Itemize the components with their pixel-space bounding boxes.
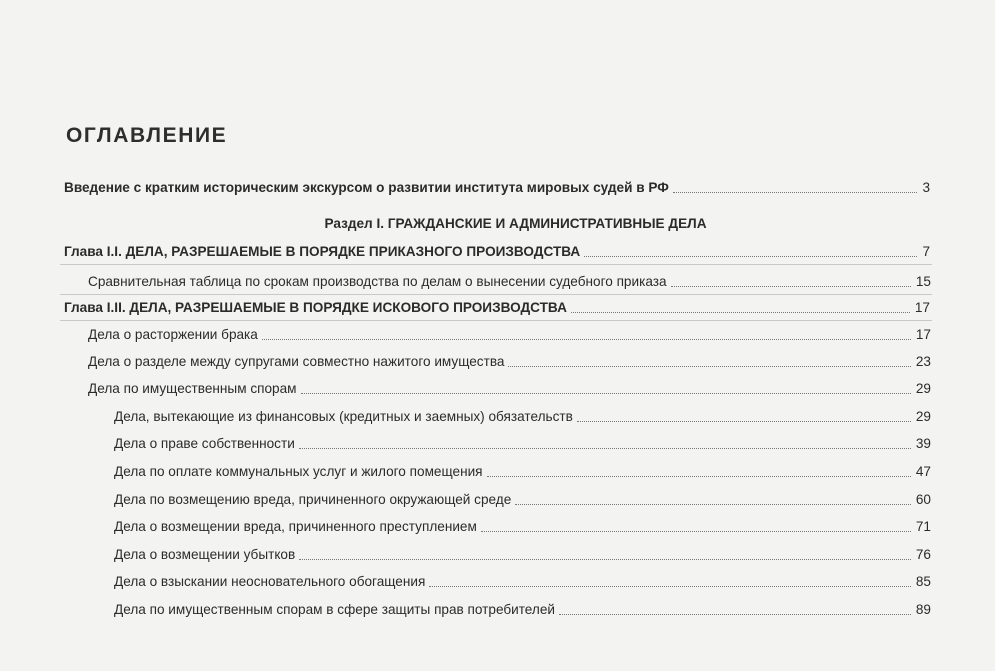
dot-leader: [299, 559, 911, 560]
dot-leader: [559, 614, 911, 615]
toc-entry-intro[interactable]: [64, 176, 930, 196]
toc-entry-page: 17: [914, 300, 930, 315]
row-divider: [60, 264, 932, 265]
toc-entry-title: Дела по имущественным спорам: [88, 381, 297, 396]
toc-entry-chapter[interactable]: [64, 296, 930, 316]
toc-entry-title: Введение с кратким историческим экскурсом о развитии института мировых судей в РФ: [64, 180, 669, 195]
dot-leader: [508, 366, 910, 367]
toc-entry[interactable]: [114, 432, 931, 452]
toc-entry[interactable]: [114, 488, 931, 508]
toc-entry-page: 29: [915, 409, 931, 424]
dot-leader: [515, 504, 911, 505]
toc-entry-page: 89: [915, 602, 931, 617]
toc-entry-page: 3: [922, 180, 930, 195]
dot-leader: [571, 312, 910, 313]
dot-leader: [262, 339, 911, 340]
section-heading: [0, 216, 995, 231]
toc-entry[interactable]: [88, 323, 931, 343]
toc-entry-title: Глава I.I. ДЕЛА, РАЗРЕШАЕМЫЕ В ПОРЯДКЕ ПРИКАЗНОГО ПРОИЗВОДСТВА: [64, 244, 581, 259]
toc-entry-page: 29: [915, 381, 931, 396]
toc-entry[interactable]: [88, 377, 931, 397]
toc-heading: ОГЛАВЛЕНИЕ: [66, 124, 228, 147]
row-divider: [60, 320, 932, 321]
toc-entry[interactable]: [114, 598, 931, 618]
toc-entry-title: Дела о разделе между супругами совместно нажитого имущества: [88, 354, 505, 369]
toc-entry-page: 39: [915, 436, 931, 451]
toc-entry-chapter[interactable]: [64, 240, 930, 260]
toc-entry-title: Дела о расторжении брака: [88, 327, 258, 342]
toc-entry[interactable]: [114, 460, 931, 480]
dot-leader: [577, 421, 911, 422]
toc-entry-title: Глава I.II. ДЕЛА, РАЗРЕШАЕМЫЕ В ПОРЯДКЕ ИСКОВОГО ПРОИЗВОДСТВА: [64, 300, 567, 315]
dot-leader: [584, 256, 917, 257]
toc-entry-page: 76: [915, 547, 931, 562]
dot-leader: [429, 586, 911, 587]
toc-entry-title: Дела о возмещении убытков: [114, 547, 296, 562]
dot-leader: [299, 448, 911, 449]
toc-entry-page: 7: [922, 244, 930, 259]
toc-entry[interactable]: [114, 570, 931, 590]
toc-entry-title: Дела по возмещению вреда, причиненного окружающей среде: [114, 492, 512, 507]
toc-entry-title: Дела о возмещении вреда, причиненного преступлением: [114, 519, 477, 534]
toc-entry-title: Дела о праве собственности: [114, 436, 295, 451]
toc-entry-title: Дела по оплате коммунальных услуг и жилого помещения: [114, 464, 483, 479]
toc-entry[interactable]: [88, 270, 931, 290]
toc-entry[interactable]: [114, 515, 931, 535]
dot-leader: [487, 476, 911, 477]
toc-entry-title: Сравнительная таблица по срокам производства по делам о вынесении судебного приказа: [88, 274, 667, 289]
dot-leader: [673, 192, 918, 193]
toc-entry[interactable]: [114, 405, 931, 425]
toc-entry-page: 47: [915, 464, 931, 479]
toc-entry-page: 23: [915, 354, 931, 369]
row-divider: [60, 294, 932, 295]
toc-entry-page: 85: [915, 574, 931, 589]
toc-entry-title: Дела о взыскании неосновательного обогащения: [114, 574, 426, 589]
toc-entry-page: 17: [915, 327, 931, 342]
dot-leader: [671, 286, 911, 287]
toc-entry-page: 15: [915, 274, 931, 289]
toc-entry-page: 60: [915, 492, 931, 507]
toc-entry[interactable]: [88, 350, 931, 370]
section-title: Раздел I. ГРАЖДАНСКИЕ И АДМИНИСТРАТИВНЫЕ ДЕЛА: [324, 216, 707, 231]
dot-leader: [301, 393, 911, 394]
toc-entry-title: Дела по имущественным спорам в сфере защиты прав потребителей: [114, 602, 556, 617]
toc-entry[interactable]: [114, 543, 931, 563]
toc-entry-title: Дела, вытекающие из финансовых (кредитных и заемных) обязательств: [114, 409, 573, 424]
toc-entry-page: 71: [915, 519, 931, 534]
dot-leader: [481, 531, 911, 532]
